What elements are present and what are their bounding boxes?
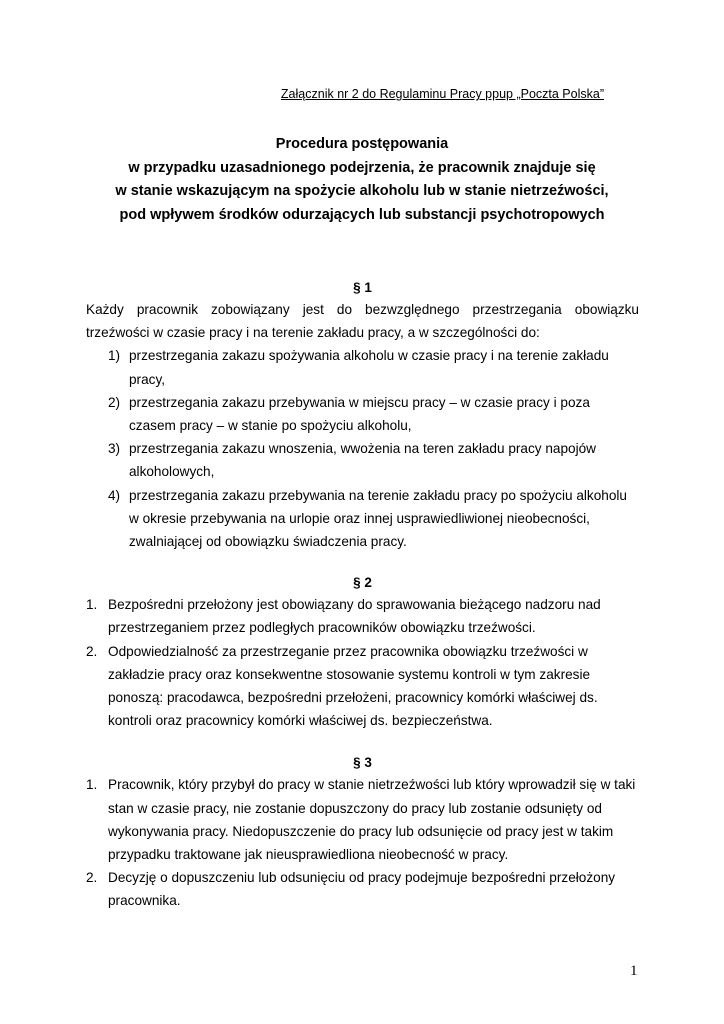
item-text: przestrzegania zakazu przebywania w miejscu pracy – w czasie pracy i poza czasem pracy – w stanie po spożyciu alkoholu,	[129, 394, 590, 434]
item-number: 4)	[108, 487, 121, 503]
item-text: Pracownik, który przybył do pracy w stanie nietrzeźwości lub który wprowadził się w taki stan w czasie pracy, nie zostanie dopuszczony do pracy lub zostanie odsunięty od wykonywania pracy. Niedopuszczenie do pracy lub odsunięcie od pracy jest w takim przypadku traktowane jak nieusprawiedliona nieobecność w pracy.	[108, 777, 636, 863]
item-text: Bezpośredni przełożony jest obowiązany do sprawowania bieżącego nadzoru nad przestrzeganiem przez podległych pracowników obowiązku trzeźwości.	[108, 597, 601, 636]
item-number: 2)	[108, 394, 121, 410]
item-number: 3)	[108, 441, 121, 457]
list-item	[86, 484, 639, 554]
list-item	[86, 391, 639, 437]
item-text: przestrzegania zakazu spożywania alkoholu w czasie pracy i na terenie zakładu pracy,	[129, 348, 609, 387]
title-line: Procedura postępowania	[275, 136, 449, 152]
section-heading: § 1	[353, 280, 372, 295]
list-item	[86, 773, 639, 866]
section-intro: Każdy pracownik zobowiązany jest do bezwzględnego przestrzegania obowiązku trzeźwości w czasie pracy i na terenie zakładu pracy, a w szczególności do:	[86, 302, 639, 341]
section-3-list	[86, 773, 639, 912]
item-number: 1)	[108, 348, 121, 364]
list-item	[86, 866, 639, 912]
attachment-header: Załącznik nr 2 do Regulaminu Pracy ppup „Poczta Polska”	[280, 87, 604, 101]
document-body	[86, 278, 639, 913]
title-line: w przypadku uzasadnionego podejrzenia, że pracownik znajduje się	[128, 159, 596, 176]
item-text: przestrzegania zakazu przebywania na terenie zakładu pracy po spożyciu alkoholu w okresie przebywania na urlopie oraz innej usprawiedliwionej nieobecności, zwalniającej od obowiązku świadczenia pracy.	[129, 487, 627, 550]
section-heading: § 3	[353, 755, 372, 771]
section-heading: § 2	[353, 575, 372, 591]
list-item	[86, 593, 639, 639]
item-text: Decyzję o dopuszczeniu lub odsunięciu od pracy podejmuje bezpośredni przełożony pracownika.	[108, 870, 616, 909]
section-2-list	[86, 593, 639, 732]
item-number: 2.	[86, 643, 98, 659]
title-line: w stanie wskazującym na spożycie alkoholu lub w stanie nietrzeźwości,	[115, 183, 609, 199]
item-number: 1.	[86, 597, 98, 613]
item-number: 2.	[86, 870, 98, 886]
title-line: pod wpływem środków odurzających lub substancji psychotropowych	[119, 206, 605, 223]
item-text: Odpowiedzialność za przestrzeganie przez pracownika obowiązku trzeźwości w zakładzie pracy oraz konsekwentne stosowanie systemu kontroli w tym zakresie ponoszą: pracodawca, bezpośredni przełożeni, pracownicy komórki właściwej ds. kontroli oraz pracownicy komórki właściwej ds. bezpieczeństwa.	[108, 643, 598, 729]
list-item	[86, 437, 639, 483]
list-item	[86, 640, 639, 733]
list-item	[86, 344, 639, 390]
item-text: przestrzegania zakazu wnoszenia, wwożenia na teren zakładu pracy napojów alkoholowych,	[129, 441, 596, 480]
item-number: 1.	[86, 777, 98, 793]
section-1-list	[86, 344, 639, 553]
document-title	[0, 133, 724, 227]
page-number: 1	[630, 963, 638, 979]
